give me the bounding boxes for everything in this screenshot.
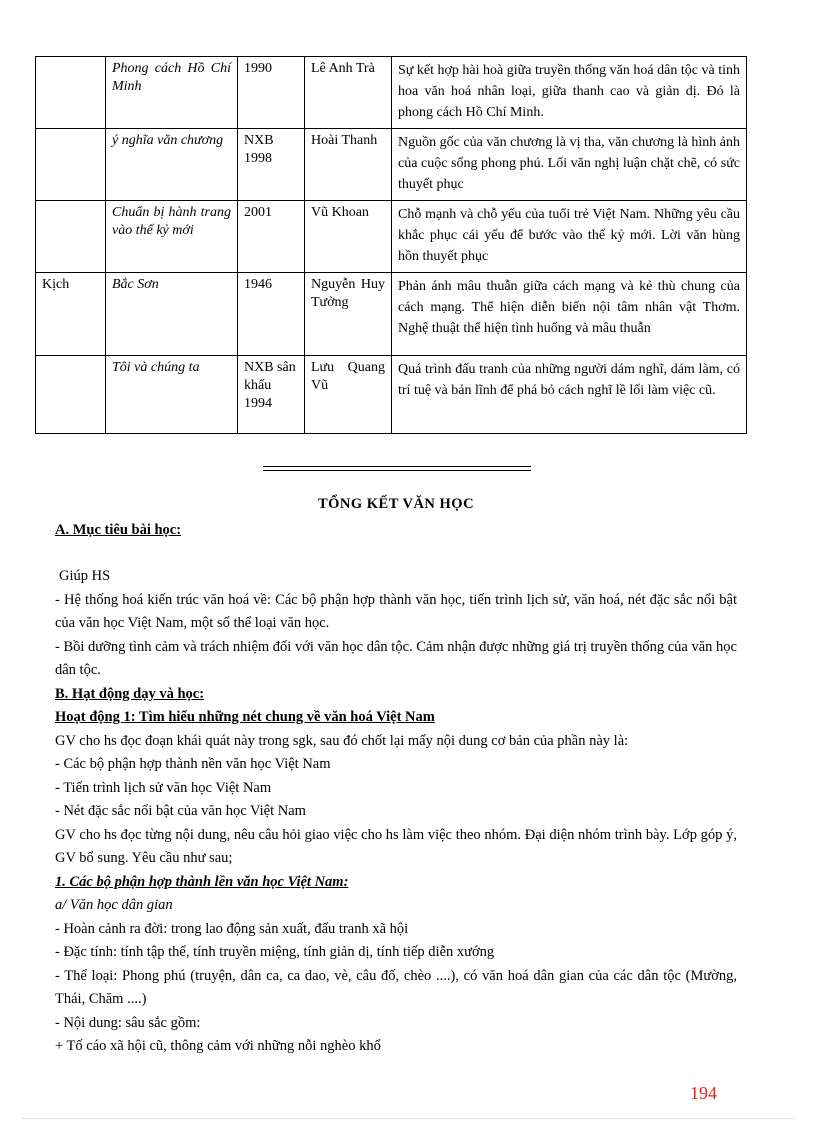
- list-item: - Tiến trình lịch sử văn học Việt Nam: [55, 779, 272, 796]
- content-cell: Nguồn gốc của văn chương là vị tha, văn chương là hình ảnh của cuộc sống phong phú. Lối văn nghị luận chặt chẽ, có sức thuyết phục: [392, 129, 747, 201]
- table-row: [36, 273, 747, 356]
- content-cell: Sự kết hợp hài hoà giữa truyền thống văn hoá dân tộc và tinh hoa văn hoá nhân loại, giữa thanh cao và giản dị. Đó là phong cách Hồ Chí Minh.: [392, 57, 747, 129]
- author-cell: Lưu Quang Vũ: [305, 356, 392, 434]
- content-cell: Quá trình đấu tranh của những người dám nghĩ, dám làm, có trí tuệ và bản lĩnh để phá bỏ cách nghĩ lề lối làm việc cũ.: [392, 356, 747, 434]
- author-cell: Vũ Khoan: [305, 201, 392, 273]
- year-cell: 2001: [238, 201, 305, 273]
- detail-item: + Tố cáo xã hội cũ, thông cảm với những nỗi nghèo khổ: [55, 1038, 381, 1054]
- work-title-cell: Phong cách Hồ Chí Minh: [106, 57, 238, 129]
- teacher-instruction-2: GV cho hs đọc từng nội dung, nêu câu hỏi giao việc cho hs làm việc theo nhóm. Đại diện nhóm trình bày. Lớp góp ý, GV bổ sung. Yêu cầu như sau;: [55, 826, 737, 866]
- table-row: [36, 129, 747, 201]
- year-cell: 1990: [238, 57, 305, 129]
- detail-item: - Hoàn cảnh ra đời: trong lao động sản xuất, đấu tranh xã hội: [55, 920, 409, 937]
- content-cell: Chỗ mạnh và chỗ yếu của tuổi trẻ Việt Nam. Những yêu cầu khắc phục cái yếu để bước vào thế kỷ mới. Lời văn hùng hồn thuyết phục: [392, 201, 747, 273]
- genre-cell: [36, 201, 106, 273]
- year-cell: 1946: [238, 273, 305, 356]
- author-cell: Nguyễn Huy Tưởng: [305, 273, 392, 356]
- teacher-instruction-1: GV cho hs đọc đoạn khái quát này trong sgk, sau đó chốt lại mấy nội dung cơ bản của phần này là:: [55, 732, 629, 749]
- list-item: - Các bộ phận hợp thành nền văn học Việt Nam: [55, 756, 331, 772]
- footer-divider: [22, 1118, 794, 1119]
- genre-cell: [36, 57, 106, 129]
- work-title-cell: Chuẩn bị hành trang vào thế kỷ mới: [106, 201, 238, 273]
- content-cell: Phản ánh mâu thuẫn giữa cách mạng và kẻ thù chung của cách mạng. Thể hiện diễn biến nội tâm nhân vật Thơm. Nghệ thuật thể hiện tình huống và mâu thuẫn: [392, 273, 747, 356]
- subsection-1a-heading: a/ Văn học dân gian: [55, 897, 173, 913]
- table-row: [36, 57, 747, 129]
- year-cell: NXB sân khấu 1994: [238, 356, 305, 434]
- year-cell: NXB 1998: [238, 129, 305, 201]
- table-row: [36, 201, 747, 273]
- work-title-cell: Bắc Sơn: [106, 273, 238, 356]
- subsection-1-heading: 1. Các bộ phận hợp thành lền văn học Việt Nam:: [55, 873, 349, 890]
- author-cell: Hoài Thanh: [305, 129, 392, 201]
- objective-1: - Hệ thống hoá kiến trúc văn hoá về: Các bộ phận hợp thành văn học, tiến trình lịch sử, văn hoá, nét đặc sắc nổi bật của văn học Việt Nam, một số thể loại văn học.: [55, 591, 737, 631]
- literature-table: [35, 56, 747, 434]
- page-title: TỔNG KẾT VĂN HỌC: [317, 496, 475, 512]
- section-b-heading: B. Hạt động dạy và học:: [55, 685, 205, 702]
- detail-item: - Đặc tính: tính tập thể, tính truyền miệng, tính giản dị, tính tiếp diễn xướng: [55, 944, 495, 960]
- work-title-cell: ý nghĩa văn chương: [106, 129, 238, 201]
- document-body: [55, 493, 737, 1059]
- genre-cell: [36, 356, 106, 434]
- genre-cell: Kịch: [36, 273, 106, 356]
- objective-2: - Bồi dưỡng tình cảm và trách nhiệm đối với văn học dân tộc. Cảm nhận được những giá trị truyền thống của văn học dân tộc.: [55, 638, 737, 678]
- detail-item: - Thể loại: Phong phú (truyện, dân ca, ca dao, vè, câu đố, chèo ....), có văn hoá dân gian của các dân tộc (Mường, Thái, Chăm ....): [55, 967, 737, 1007]
- page-number: 194: [690, 1083, 717, 1103]
- activity-1-heading: Hoạt động 1: Tìm hiểu những nét chung về văn hoá Việt Nam: [55, 709, 435, 725]
- author-cell: Lê Anh Trà: [305, 57, 392, 129]
- intro-text: Giúp HS: [59, 568, 111, 584]
- list-item: - Nét đặc sắc nổi bật của văn học Việt Nam: [55, 803, 306, 819]
- section-a-heading: A. Mục tiêu bài học:: [55, 521, 182, 538]
- work-title-cell: Tôi và chúng ta: [106, 356, 238, 434]
- genre-cell: [36, 129, 106, 201]
- table-row: [36, 356, 747, 434]
- section-divider: [263, 466, 531, 471]
- detail-item: - Nội dung: sâu sắc gồm:: [55, 1014, 201, 1031]
